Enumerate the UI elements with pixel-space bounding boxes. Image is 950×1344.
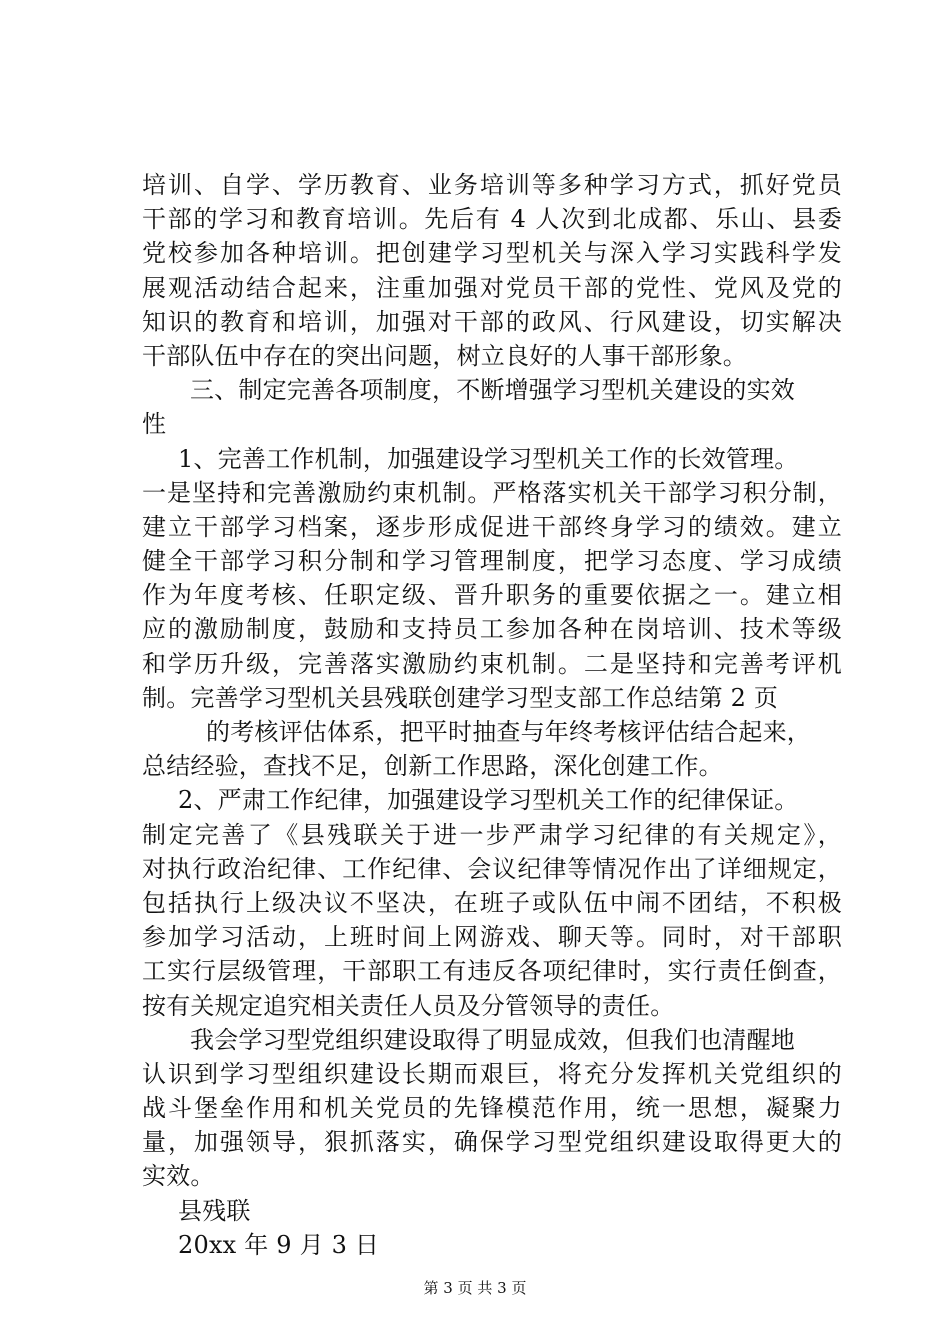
page-footer: 第 3 页 共 3 页 [423,1279,527,1297]
text-line: 认识到学习型组织建设长期而艰巨，将充分发挥机关党组织的 [142,1059,842,1088]
text-line: 性 [142,410,167,439]
text-line: 县残联 [178,1196,251,1225]
text-line: 的考核评估体系，把平时抽查与年终考核评估结合起来， [206,718,811,746]
text-line: 工实行层级管理，干部职工有违反各项纪律时，实行责任倒查， [142,957,842,986]
text-line: 对执行政治纪律、工作纪律、会议纪律等情况作出了详细规定， [142,854,842,883]
text-line: 作为年度考核、任职定级、晋升职务的重要依据之一。建立相 [142,581,842,610]
text-line: 总结经验，查找不足，创新工作思路，深化创建工作。 [142,752,723,781]
text-line: 参加学习活动，上班时间上网游戏、聊天等。同时，对干部职 [142,923,842,952]
text-line: 和学历升级，完善落实激励约束机制。二是坚持和完善考评机 [142,649,842,678]
text-line: 知识的教育和培训，加强对干部的政风、行风建设，切实解决 [142,307,842,336]
text-line: 应的激励制度，鼓励和支持员工参加各种在岗培训、技术等级 [142,615,842,644]
text-line: 包括执行上级决议不坚决，在班子或队伍中闹不团结，不积极 [142,888,842,917]
text-line: 按有关规定追究相关责任人员及分管领导的责任。 [142,991,675,1020]
text-line: 展观活动结合起来，注重加强对党员干部的党性、党风及党的 [142,273,842,302]
text-line: 培训、自学、学历教育、业务培训等多种学习方式，抓好党员 [142,171,842,199]
text-line: 干部队伍中存在的突出问题，树立良好的人事干部形象。 [142,341,747,370]
text-line: 健全干部学习积分制和学习管理制度，把学习态度、学习成绩 [142,547,842,576]
document-body [142,168,842,1262]
text-line: 党校参加各种培训。把创建学习型机关与深入学习实践科学发 [142,239,842,268]
text-line: 2、严肃工作纪律，加强建设学习型机关工作的纪律保证。 [178,786,799,815]
text-line: 1、完善工作机制，加强建设学习型机关工作的长效管理。 [178,444,799,473]
text-line: 我会学习型党组织建设取得了明显成效，但我们也清醒地 [190,1025,795,1054]
text-line: 三、制定完善各项制度，不断增强学习型机关建设的实效 [190,376,795,405]
text-line: 制。完善学习型机关县残联创建学习型支部工作总结第 2 页 [142,683,779,712]
text-line: 建立干部学习档案，逐步形成促进干部终身学习的绩效。建立 [142,512,842,541]
text-line: 实效。 [142,1162,215,1191]
text-line: 一是坚持和完善激励约束机制。严格落实机关干部学习积分制， [142,478,842,507]
text-line: 量，加强领导，狠抓落实，确保学习型党组织建设取得更大的 [142,1128,842,1157]
text-line: 干部的学习和教育培训。先后有 4 人次到北成都、乐山、县委 [142,205,842,234]
text-line: 制定完善了《县残联关于进一步严肃学习纪律的有关规定》， [142,820,842,849]
text-line: 战斗堡垒作用和机关党员的先锋模范作用，统一思想，凝聚力 [142,1094,842,1123]
text-line: 20xx 年 9 月 3 日 [178,1230,380,1259]
